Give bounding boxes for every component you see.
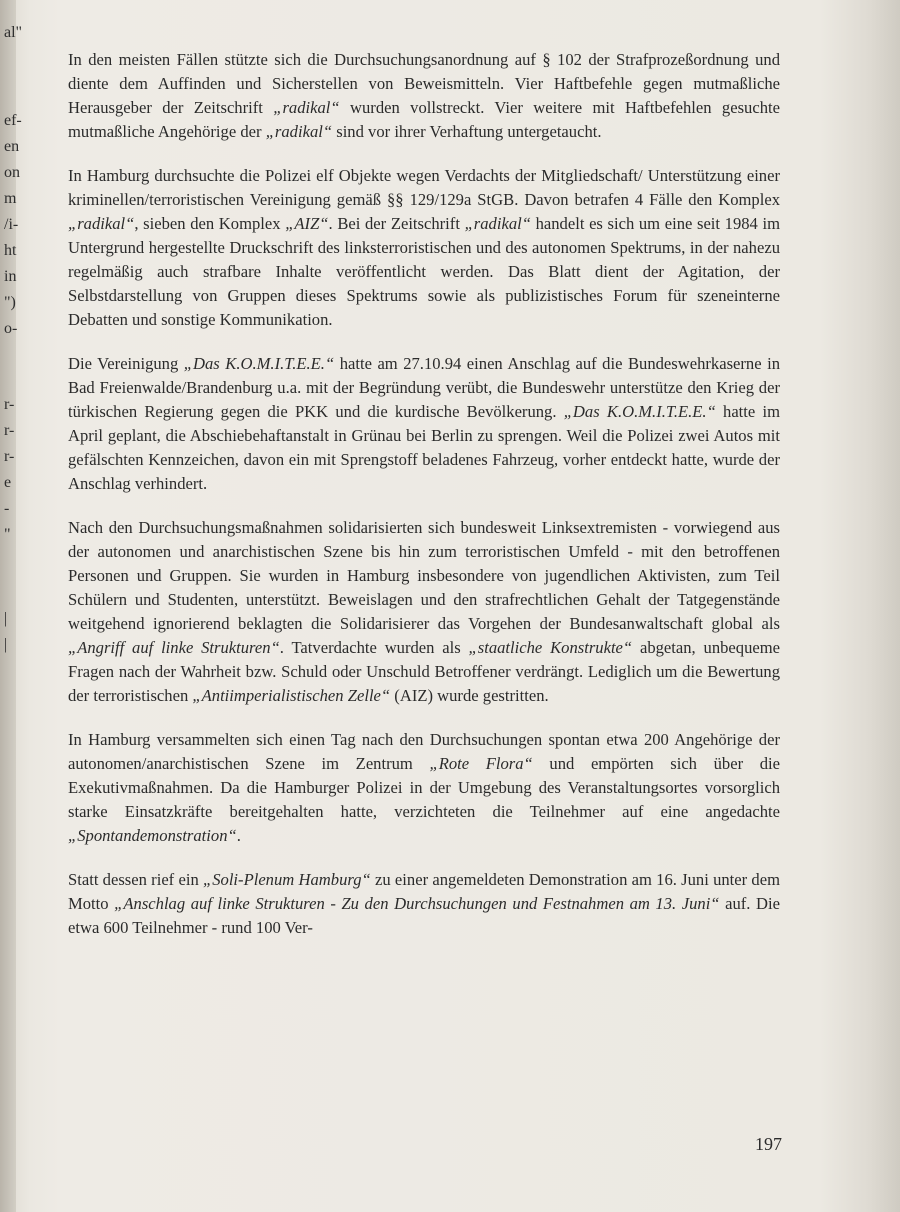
- text-span: und empörten sich über die Exekutivmaßnahmen. Da die Hamburger Polizei in der Umgebung des Veranstaltungsortes vorsorglich starke Einsatzkräfte bereitgehalten hatte, verzichteten die Teilnehmer auf eine angedachte: [68, 754, 781, 821]
- paragraph: [68, 868, 780, 940]
- text-span: Statt dessen rief ein: [68, 870, 203, 889]
- page-number: 197: [755, 1134, 782, 1154]
- edge-fragment: e: [4, 474, 12, 491]
- paragraph: [68, 516, 780, 708]
- edge-fragment: r-: [4, 396, 15, 413]
- facing-page-edge: [0, 20, 50, 660]
- edge-fragment: r-: [4, 448, 15, 465]
- text-span: zu einer angemeldeten Demonstration am 16. Juni unter dem Motto: [68, 870, 780, 913]
- italic-span: „Rote Flora“: [429, 754, 533, 773]
- edge-fragment: ht: [4, 242, 17, 259]
- edge-fragment: ": [4, 526, 11, 543]
- text-span: Nach den Durchsuchungsmaßnahmen solidarisierten sich bundesweit Linksextremisten - vorwiegend aus der autonomen und anarchistischen Szene bis hin zum terroristischen Umfeld - mit den betroffenen Personen und Gruppen. Sie wurden in Hamburg insbesondere von jugendlichen Aktivisten, zum Teil Schülern und Studenten, unterstützt. Beweislagen und den strafrechtlichen Gehalt der Tatgegenstände weitgehend ignorierend beklagten die Solidarisierer das Vorgehen der Bundesanwaltschaft global als: [68, 518, 780, 633]
- text-span: .: [236, 826, 241, 845]
- italic-span: „staatliche Konstrukte“: [468, 638, 633, 657]
- italic-span: „Angriff auf linke Strukturen“: [68, 638, 280, 657]
- paragraph: [68, 352, 780, 496]
- text-span: In Hamburg versammelten sich einen Tag nach den Durchsuchungen spontan etwa 200 Angehörige der autonomen/anarchistischen Szene im Zentrum: [68, 730, 780, 773]
- text-span: auf. Die etwa 600 Teilnehmer - rund 100 Ver-: [68, 894, 780, 937]
- edge-fragment: m: [4, 190, 17, 207]
- paragraph: [68, 48, 780, 144]
- edge-fragment: o-: [4, 320, 18, 337]
- text-span: abgetan, unbequeme Fragen nach der Wahrheit bzw. Schuld oder Unschuld Betroffener verdrängt. Lediglich um die Bewertung der terroristischen: [68, 638, 781, 705]
- italic-span: „Das K.O.M.I.T.E.E.“: [563, 402, 716, 421]
- paragraph: [68, 164, 780, 332]
- edge-fragment: r-: [4, 422, 15, 439]
- text-span: wurden vollstreckt. Vier weitere mit Haftbefehlen gesuchte mutmaßliche Angehörige der: [68, 98, 780, 141]
- edge-fragment: "): [4, 294, 16, 311]
- edge-fragment: en: [4, 138, 20, 155]
- text-span: Die Vereinigung: [68, 354, 184, 373]
- text-span: sind vor ihrer Verhaftung untergetaucht.: [332, 122, 602, 141]
- text-span: . Bei der Zeitschrift: [328, 214, 465, 233]
- text-span: In Hamburg durchsuchte die Polizei elf Objekte wegen Verdachts der Mitgliedschaft/ Unterstützung einer kriminellen/terroristischen Vereinigung gemäß §§ 129/129a StGB. Davon betrafen 4 Fälle den Komplex: [68, 166, 780, 209]
- italic-span: „Soli-Plenum Hamburg“: [203, 870, 371, 889]
- italic-span: „AIZ“: [285, 214, 329, 233]
- text-span: , sieben den Komplex: [134, 214, 286, 233]
- text-span: hatte im April geplant, die Abschiebehaftanstalt in Grünau bei Berlin zu sprengen. Weil die Polizei zwei Autos mit gefälschten Kennzeichen, davon ein mit Sprengstoff beladenes Fahrzeug, vorher entdeckt hatte, wurde der Anschlag verhindert.: [68, 402, 780, 493]
- edge-fragment: on: [4, 164, 20, 181]
- edge-fragment: /i-: [4, 216, 19, 233]
- italic-span: „Spontandemonstration“: [68, 826, 237, 845]
- italic-span: „radikal“: [265, 122, 333, 141]
- italic-span: „Das K.O.M.I.T.E.E.“: [183, 354, 335, 373]
- text-span: . Tatverdachte wurden als: [279, 638, 469, 657]
- edge-fragment: ef-: [4, 112, 22, 129]
- paragraph: [68, 728, 780, 848]
- text-span: (AIZ) wurde gestritten.: [390, 686, 549, 705]
- text-span: In den meisten Fällen stützte sich die Durchsuchungsanordnung auf § 102 der Strafprozeßordnung und diente dem Auffinden und Sicherstellen von Beweismitteln. Vier Haftbefehle gegen mutmaßliche Herausgeber der Zeitschrift: [68, 50, 780, 117]
- body-text: [68, 48, 780, 960]
- edge-fragment: |: [4, 610, 8, 627]
- edge-fragment: |: [4, 636, 8, 653]
- text-span: handelt es sich um eine seit 1984 im Untergrund hergestellte Druckschrift des linksterroristischen und des autonomen Spektrums, in der nahezu regelmäßig auch strafbare Inhalte veröffentlicht werden. Das Blatt dient der Agitation, der Selbstdarstellung von Gruppen dieses Spektrums sowie als publizistisches Forum für szeneinterne Debatten und sonstige Kommunikation.: [68, 214, 780, 329]
- text-span: hatte am 27.10.94 einen Anschlag auf die Bundeswehrkaserne in Bad Freienwalde/Brandenburg u.a. mit der Begründung verübt, die Bundeswehr unterstütze den Krieg der türkischen Regierung gegen die PKK und die kurdische Bevölkerung.: [68, 354, 780, 421]
- edge-fragment: al": [4, 24, 23, 41]
- italic-span: „Anschlag auf linke Strukturen - Zu den Durchsuchungen und Festnahmen am 13. Juni“: [114, 894, 720, 913]
- edge-fragment: in: [4, 268, 17, 285]
- italic-span: „radikal“: [68, 214, 135, 233]
- edge-fragment: -: [4, 500, 10, 517]
- italic-span: „Antiimperialistischen Zelle“: [192, 686, 391, 705]
- italic-span: „radikal“: [273, 98, 340, 117]
- italic-span: „radikal“: [464, 214, 531, 233]
